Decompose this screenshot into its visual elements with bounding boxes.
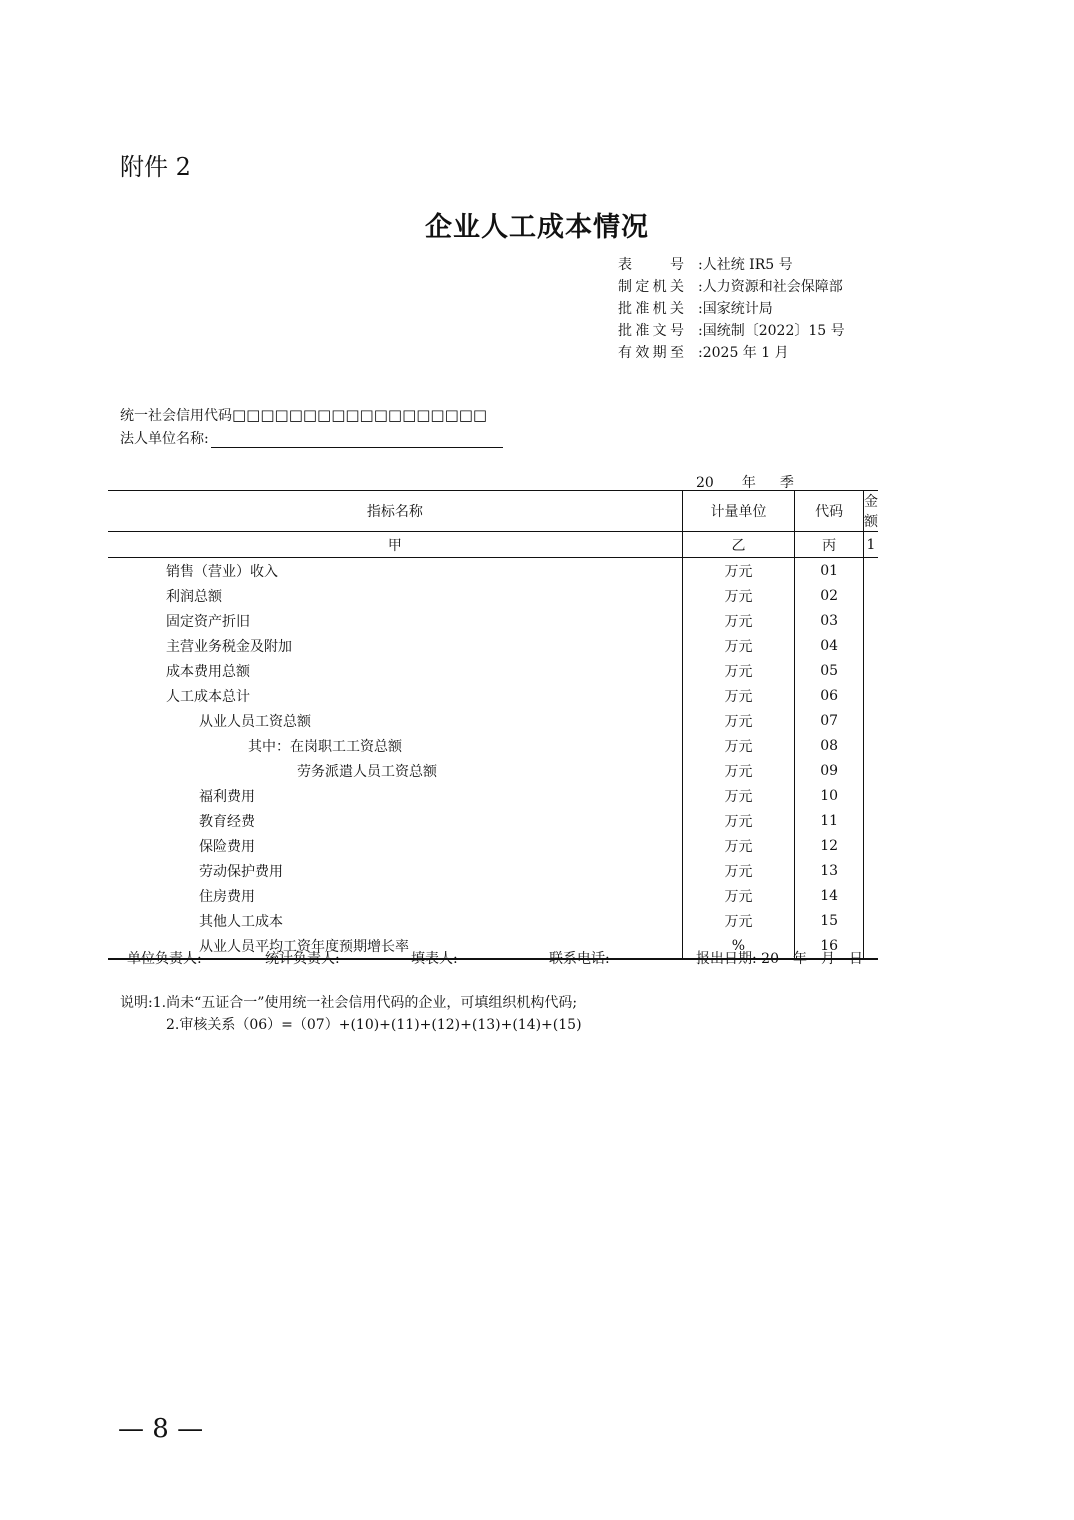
amount-cell[interactable]: [864, 758, 879, 783]
amount-cell[interactable]: [864, 883, 879, 908]
unit-cell: 万元: [682, 758, 795, 783]
table-row: [108, 733, 878, 758]
amount-cell[interactable]: [864, 833, 879, 858]
table-row: [108, 608, 878, 633]
table-row: [108, 583, 878, 608]
indicator-name: 主营业务税金及附加: [108, 633, 682, 658]
code-cell: 03: [795, 608, 864, 633]
amount-cell[interactable]: [864, 658, 879, 683]
code-cell: 10: [795, 783, 864, 808]
page-title: 企业人工成本情况: [425, 212, 649, 243]
unit-name-field[interactable]: [120, 428, 503, 448]
code-cell: 08: [795, 733, 864, 758]
unit-cell: 万元: [682, 883, 795, 908]
unit-cell: 万元: [682, 783, 795, 808]
amount-cell[interactable]: [864, 708, 879, 733]
unit-cell: 万元: [682, 558, 795, 584]
meta-label: 批准文号: [618, 323, 684, 339]
code-cell: 04: [795, 633, 864, 658]
period-year: 年: [741, 475, 756, 491]
indicator-name: 其中：在岗职工工资总额: [108, 733, 682, 758]
meta-row-form-number: 表 号 :人社统 IR5 号: [618, 254, 793, 276]
unit-cell: 万元: [682, 858, 795, 883]
unit-cell: 万元: [682, 583, 795, 608]
header-indicator: 指标名称: [108, 491, 682, 532]
indicator-name: 其他人工成本: [108, 908, 682, 933]
code-cell: 06: [795, 683, 864, 708]
unit-cell: 万元: [682, 608, 795, 633]
table-row: [108, 858, 878, 883]
code-cell: 11: [795, 808, 864, 833]
header-unit: 计量单位: [682, 491, 795, 532]
credit-code-label: 统一社会信用代码: [120, 408, 232, 424]
note-item: 2.审核关系（06）=（07）+(10)+(11)+(12)+(13)+(14)+(15): [166, 1017, 582, 1033]
phone-label: 联系电话:: [549, 951, 610, 967]
amount-cell[interactable]: [864, 733, 879, 758]
amount-cell[interactable]: [864, 808, 879, 833]
amount-cell[interactable]: [864, 683, 879, 708]
subheader-bing: 丙: [795, 532, 864, 558]
indicator-name: 劳务派遣人员工资总额: [108, 758, 682, 783]
code-cell: 02: [795, 583, 864, 608]
unit-cell: 万元: [682, 683, 795, 708]
code-cell: 14: [795, 883, 864, 908]
subheader-jia: 甲: [108, 532, 682, 558]
indicator-name: 从业人员平均工资年度预期增长率: [108, 933, 682, 959]
amount-cell[interactable]: [864, 933, 879, 959]
attachment-label: 附件 2: [120, 153, 191, 181]
meta-value: 国统制〔2022〕15 号: [702, 323, 845, 339]
code-cell: 05: [795, 658, 864, 683]
period-quarter: 季: [779, 475, 794, 491]
table-row: [108, 758, 878, 783]
unit-head-label: 单位负责人:: [127, 951, 202, 967]
unit-name-input-line[interactable]: [211, 433, 503, 448]
code-cell: 15: [795, 908, 864, 933]
report-date-label: 报出日期: 20 年 月 日: [696, 951, 863, 967]
unit-cell: 万元: [682, 733, 795, 758]
stat-head-label: 统计负责人:: [265, 951, 340, 967]
code-cell: 01: [795, 558, 864, 584]
meta-row-authority: 制定机关 :人力资源和社会保障部: [618, 276, 843, 298]
meta-row-approver: 批准机关 :国家统计局: [618, 298, 773, 320]
table-subheader-row: [108, 532, 878, 558]
table-row: [108, 833, 878, 858]
note-item: 1.尚未“五证合一”使用统一社会信用代码的企业，可填组织机构代码;: [152, 995, 578, 1011]
unit-cell: %: [682, 933, 795, 959]
indicator-name: 教育经费: [108, 808, 682, 833]
table-row: [108, 783, 878, 808]
report-period: [696, 472, 794, 492]
page-number: — 8 —: [118, 1414, 204, 1444]
indicator-name: 成本费用总额: [108, 658, 682, 683]
table-row: [108, 633, 878, 658]
indicator-name: 利润总额: [108, 583, 682, 608]
subheader-yi: 乙: [682, 532, 795, 558]
indicator-name: 保险费用: [108, 833, 682, 858]
credit-code-field[interactable]: [120, 405, 487, 425]
table-row: [108, 558, 878, 584]
code-cell: 12: [795, 833, 864, 858]
table-row: [108, 658, 878, 683]
filler-label: 填表人:: [411, 951, 458, 967]
code-cell: 13: [795, 858, 864, 883]
indicator-name: 销售（营业）收入: [108, 558, 682, 584]
code-cell: 16: [795, 933, 864, 959]
amount-cell[interactable]: [864, 783, 879, 808]
table-row: [108, 908, 878, 933]
indicator-name: 住房费用: [108, 883, 682, 908]
meta-value: 人力资源和社会保障部: [702, 279, 843, 295]
credit-code-boxes[interactable]: □□□□□□□□□□□□□□□□□□: [232, 406, 488, 424]
notes: [120, 992, 582, 1036]
amount-cell[interactable]: [864, 908, 879, 933]
amount-cell[interactable]: [864, 583, 879, 608]
header-amount: 金额: [864, 491, 879, 532]
meta-value: 人社统 IR5 号: [702, 257, 793, 273]
cost-table: [108, 490, 878, 960]
table-row: [108, 808, 878, 833]
meta-value: 2025 年 1 月: [702, 345, 789, 361]
indicator-name: 人工成本总计: [108, 683, 682, 708]
meta-label: 表 号: [618, 257, 684, 273]
indicator-name: 劳动保护费用: [108, 858, 682, 883]
code-cell: 07: [795, 708, 864, 733]
meta-row-valid-until: 有效期至 :2025 年 1 月: [618, 342, 789, 364]
unit-cell: 万元: [682, 633, 795, 658]
amount-cell[interactable]: [864, 633, 879, 658]
meta-label: 制定机关: [618, 279, 684, 295]
amount-cell[interactable]: [864, 558, 879, 584]
subheader-col1: 1: [864, 532, 879, 558]
unit-cell: 万元: [682, 658, 795, 683]
table-row: [108, 708, 878, 733]
meta-value: 国家统计局: [702, 301, 773, 317]
unit-cell: 万元: [682, 908, 795, 933]
unit-cell: 万元: [682, 808, 795, 833]
notes-label: 说明:: [120, 995, 153, 1011]
period-prefix: 20: [696, 475, 714, 491]
table-row: [108, 683, 878, 708]
meta-label: 批准机关: [618, 301, 684, 317]
code-cell: 09: [795, 758, 864, 783]
table-row: [108, 883, 878, 908]
unit-cell: 万元: [682, 708, 795, 733]
indicator-name: 从业人员工资总额: [108, 708, 682, 733]
indicator-name: 固定资产折旧: [108, 608, 682, 633]
unit-cell: 万元: [682, 833, 795, 858]
amount-cell[interactable]: [864, 858, 879, 883]
unit-name-label: 法人单位名称:: [120, 431, 209, 447]
amount-cell[interactable]: [864, 608, 879, 633]
indicator-name: 福利费用: [108, 783, 682, 808]
meta-label: 有效期至: [618, 345, 684, 361]
meta-row-approval-number: 批准文号 :国统制〔2022〕15 号: [618, 320, 845, 342]
table-header-row: [108, 491, 878, 532]
header-code: 代码: [795, 491, 864, 532]
